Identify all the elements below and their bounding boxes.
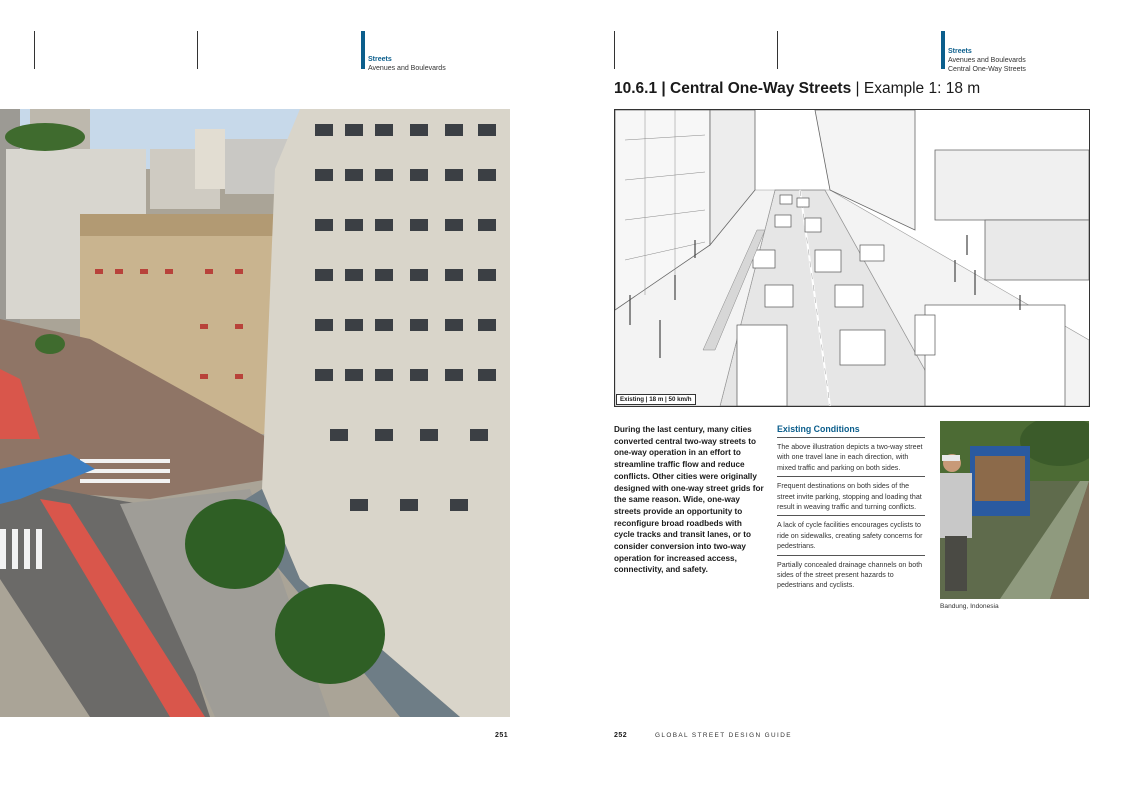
title-example: | Example 1: 18 m bbox=[851, 80, 981, 97]
nav-subsection[interactable]: Avenues and Boulevards bbox=[368, 65, 446, 72]
existing-conditions-heading: Existing Conditions bbox=[777, 424, 925, 438]
bandung-photo-illustration bbox=[940, 421, 1089, 599]
right-page-section-nav bbox=[948, 47, 1026, 74]
header-rule bbox=[197, 31, 198, 69]
section-accent-bar bbox=[941, 31, 945, 69]
photo-caption: Bandung, Indonesia bbox=[940, 603, 999, 610]
nav-section[interactable]: Streets bbox=[948, 48, 972, 55]
intro-paragraph: During the last century, many cities converted central two-way streets to one-way operation in an effort to streamline traffic flow and reduce conflicts. Other cities were originally designed with one-way street grids for the same reason. Wide, one-way streets provide an opportunity to reconfigure broad roadbeds with cycle tracks and transit lanes, or to consider conversion into two-way operation for increased access, connectivity, and safety. bbox=[614, 425, 764, 575]
illustration-label: Existing | 18 m | 50 km/h bbox=[616, 394, 696, 405]
nav-section[interactable]: Streets bbox=[368, 56, 392, 63]
header-rule bbox=[777, 31, 778, 69]
nav-topic[interactable]: Central One-Way Streets bbox=[948, 66, 1026, 73]
condition-item: The above illustration depicts a two-way street with one travel lane in each direction, with mixed traffic and parking on both sides. bbox=[777, 438, 925, 477]
section-accent-bar bbox=[361, 31, 365, 69]
left-page-number: 251 bbox=[495, 732, 509, 739]
condition-item: Frequent destinations on both sides of the street invite parking, stopping and loading that result in weaving traffic and turning conflicts. bbox=[777, 477, 925, 516]
right-page-number: 252 bbox=[614, 732, 628, 739]
condition-item: A lack of cycle facilities encourages cyclists to ride on sidewalks, creating safety concerns for pedestrians. bbox=[777, 516, 925, 555]
header-rule bbox=[614, 31, 615, 69]
title-number: 10.6.1 | Central One-Way Streets bbox=[614, 80, 852, 97]
existing-conditions bbox=[777, 424, 925, 594]
city-aerial-illustration bbox=[0, 109, 510, 717]
left-page-section-nav bbox=[368, 55, 446, 73]
nav-subsection[interactable]: Avenues and Boulevards bbox=[948, 57, 1026, 64]
city-aerial-photo bbox=[0, 109, 510, 717]
street-drawing bbox=[615, 110, 1089, 406]
running-title: GLOBAL STREET DESIGN GUIDE bbox=[655, 732, 792, 739]
condition-item: Partially concealed drainage channels on both sides of the street present hazards to pedestrians and cyclists. bbox=[777, 560, 923, 590]
header-rule bbox=[34, 31, 35, 69]
page-title bbox=[614, 80, 980, 98]
bandung-street-photo bbox=[940, 421, 1089, 599]
street-illustration bbox=[614, 109, 1090, 407]
